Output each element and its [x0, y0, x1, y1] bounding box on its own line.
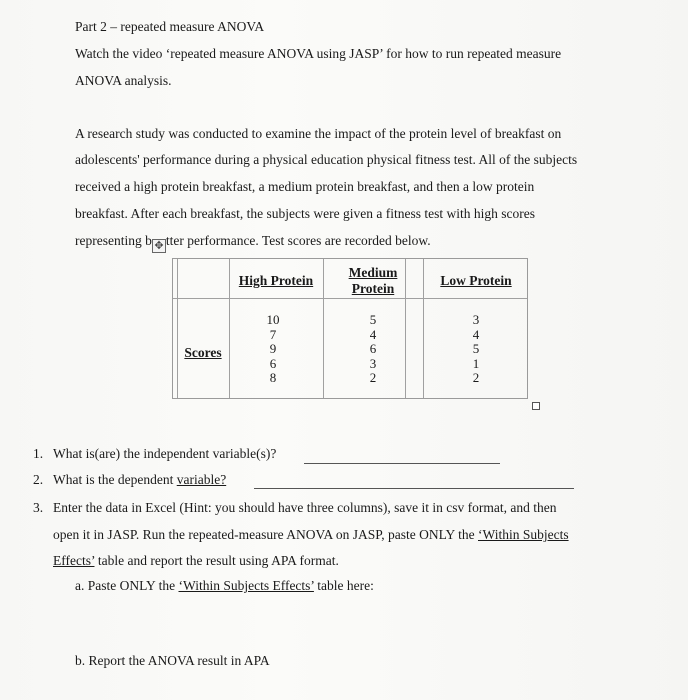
high-score-1: 10: [266, 312, 280, 327]
low-score-1: 3: [472, 312, 480, 327]
question-3-number: 3.: [33, 500, 44, 515]
paragraph-line-5-start: representing b: [75, 233, 152, 248]
header-medium-protein: Medium Protein: [348, 265, 398, 296]
high-score-2: 7: [269, 326, 277, 342]
question-2-number: 2.: [33, 472, 44, 487]
high-score-3: 9: [269, 341, 277, 356]
question-2: What is the dependent variable?: [53, 472, 227, 487]
header-low-protein: Low Protein: [440, 273, 512, 288]
paragraph-line-5: [75, 233, 431, 249]
paragraph-line-4: breakfast. After each breakfast, the subjects were given a fitness test with high scores: [75, 206, 535, 221]
part-title: Part 2 – repeated measure ANOVA: [75, 19, 265, 34]
medium-score-1: 5: [369, 312, 377, 327]
table-resize-handle-icon[interactable]: [532, 402, 540, 410]
scores-table: [172, 258, 528, 399]
low-score-3: 5: [472, 341, 480, 356]
low-score-4: 1: [472, 355, 480, 371]
high-score-5: 8: [269, 370, 277, 385]
answer-1-blank[interactable]: [304, 463, 500, 464]
question-3-line-1: Enter the data in Excel (Hint: you should have three columns), save it in csv format, and then: [53, 500, 557, 515]
medium-score-4: 3: [369, 355, 377, 371]
question-3a: a. Paste ONLY the ‘Within Subjects Effects’ table here:: [75, 578, 374, 593]
paragraph-line-5-end: tter performance. Test scores are recorded below.: [165, 233, 431, 248]
paragraph-line-1: A research study was conducted to examine the impact of the protein level of breakfast on: [75, 126, 562, 141]
low-score-2: 4: [472, 326, 480, 342]
intro-line-2: ANOVA analysis.: [75, 73, 172, 88]
row-label-scores: Scores: [184, 345, 222, 360]
paragraph-line-3: received a high protein breakfast, a medium protein breakfast, and then a low protein: [75, 179, 535, 194]
high-score-4: 6: [269, 355, 277, 371]
question-1-number: 1.: [33, 446, 44, 461]
medium-score-5: 2: [369, 370, 377, 385]
question-3-line-2: open it in JASP. Run the repeated-measure ANOVA on JASP, paste ONLY the ‘Within Subjects: [53, 527, 569, 542]
medium-score-2: 4: [369, 326, 377, 342]
question-3-line-3: Effects’ table and report the result using APA format.: [53, 553, 339, 568]
answer-2-blank[interactable]: [254, 488, 574, 489]
low-score-5: 2: [472, 370, 480, 385]
question-3b: b. Report the ANOVA result in APA: [75, 653, 270, 668]
question-1: What is(are) the independent variable(s)?: [53, 446, 277, 461]
table-move-handle-icon[interactable]: ✥: [152, 239, 166, 253]
header-high-protein: High Protein: [238, 273, 314, 288]
medium-score-3: 6: [369, 341, 377, 356]
intro-line-1: Watch the video ‘repeated measure ANOVA using JASP’ for how to run repeated measure: [75, 46, 562, 61]
paragraph-line-2: adolescents' performance during a physical education physical fitness test. All of the subjects: [75, 152, 578, 167]
